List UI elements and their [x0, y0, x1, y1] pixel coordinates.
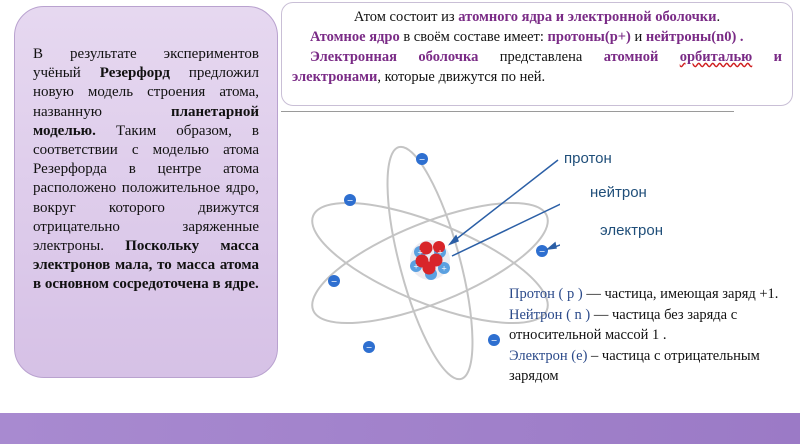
planetary-model-term: планетарной моделью. — [33, 103, 259, 139]
svg-text:+: + — [413, 262, 419, 271]
atom-composition-line: Атом состоит из атомного ядра и электронной оболочки. — [353, 9, 721, 25]
svg-text:+: + — [437, 248, 443, 257]
nucleus-composition-line: Атомное ядро в своём составе имеет: протоны(p+) и нейтроны(n0) . — [310, 29, 744, 45]
pointer-lines — [450, 160, 560, 256]
electron-definition: Электрон (е) – частица с отрицательным зарядом — [509, 347, 760, 384]
svg-text:−: − — [346, 196, 354, 205]
divider-line — [281, 111, 734, 112]
proton-label: протон — [564, 150, 612, 167]
neutron-label: нейтрон — [590, 184, 647, 201]
svg-text:−: − — [330, 277, 338, 286]
electron-label: электрон — [600, 222, 663, 239]
electron-4 — [328, 275, 340, 287]
electron-1 — [416, 153, 428, 165]
svg-text:−: − — [538, 247, 546, 256]
proton-definition: Протон ( p ) — частица, имеющая заряд +1. — [509, 286, 779, 302]
svg-text:−: − — [365, 343, 373, 352]
electron-3 — [536, 245, 548, 257]
rutherford-name: Резерфорд — [99, 65, 170, 82]
particle-definitions — [509, 284, 800, 387]
neutron-definition: Нейтрон ( n ) — частица без заряда с относительной массой 1 . — [509, 306, 738, 343]
bottom-bar — [0, 413, 800, 444]
electron-5 — [363, 341, 375, 353]
svg-text:+: + — [417, 248, 423, 257]
atom-structure-box — [281, 2, 793, 106]
electron-6 — [488, 334, 500, 346]
svg-text:−: − — [490, 336, 498, 345]
rutherford-text: В результате экспериментов учёный Резерфорд предложил новую модель строения атома, названную планетарной моделью. Таким образом, в соответствии с моделью атома Резерфорда в центре атома расположено положительное ядро, вокруг которого движутся отрицательно заряженные электроны. Поскольку масса электронов мала, то масса атома в основном сосредоточена в ядре. — [33, 46, 259, 293]
svg-text:−: − — [418, 155, 426, 164]
shell-composition-line: Электронная оболочка представлена атомной орбиталью и электронами, которые движутся по ней. — [292, 49, 782, 85]
nucleus — [410, 240, 450, 280]
electron-2 — [344, 194, 356, 206]
rutherford-card — [14, 6, 278, 378]
mass-conclusion: Поскольку масса электронов мала, то масса атома в основном сосредоточена в ядре. — [33, 238, 259, 293]
svg-text:+: + — [441, 264, 447, 273]
